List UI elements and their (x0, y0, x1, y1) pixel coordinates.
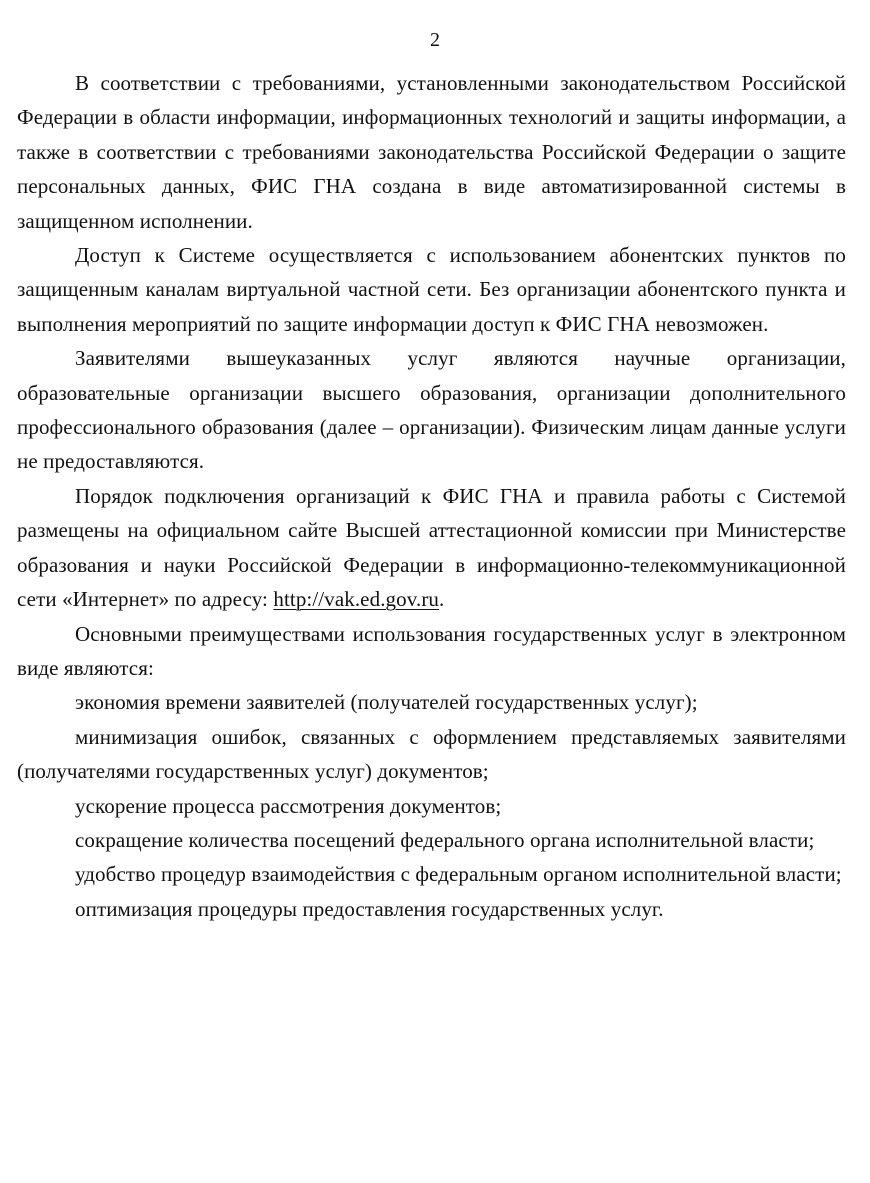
paragraph-connection-procedure (17, 479, 846, 617)
vak-website-link[interactable]: http://vak.ed.gov.ru (273, 587, 440, 612)
advantage-item: сокращение количества посещений федерального органа исполнительной власти; (75, 827, 815, 852)
advantage-item: экономия времени заявителей (получателей государственных услуг); (75, 690, 698, 715)
advantage-item: оптимизация процедуры предоставления государственных услуг. (75, 896, 664, 921)
connection-procedure-text: Порядок подключения организаций к ФИС ГНА и правила работы с Системой размещены на официальном сайте Высшей аттестационной комиссии при Министерстве образования и науки Российской Федерации в информационно-телекоммуникационной сети «Интернет» по адресу: (17, 483, 846, 612)
document-body (17, 66, 846, 926)
paragraph-legal-compliance: В соответствии с требованиями, установленными законодательством Российской Федерации в области информации, информационных технологий и защиты информации, а также в соответствии с требованиями законодательства Российской Федерации о защите персональных данных, ФИС ГНА создана в виде автоматизированной системы в защищенном исполнении. (17, 71, 846, 233)
paragraph-applicants: Заявителями вышеуказанных услуг являются научные организации, образовательные организации высшего образования, организации дополнительного профессионального образования (далее – организации). Физическим лицам данные услуги не предоставляются. (17, 346, 846, 474)
paragraph-system-access: Доступ к Системе осуществляется с использованием абонентских пунктов по защищенным каналам виртуальной частной сети. Без организации абонентского пункта и выполнения мероприятий по защите информации доступ к ФИС ГНА невозможен. (17, 243, 846, 336)
paragraph-advantages-intro: Основными преимуществами использования государственных услуг в электронном виде являются: (17, 621, 846, 680)
page-number: 2 (430, 29, 440, 51)
advantage-item: ускорение процесса рассмотрения документов; (75, 793, 502, 818)
advantage-item: минимизация ошибок, связанных с оформлением представляемых заявителями (получателями государственных услуг) документов; (17, 724, 846, 784)
advantage-item: удобство процедур взаимодействия с федеральным органом исполнительной власти; (75, 862, 842, 887)
connection-procedure-end: . (439, 587, 445, 612)
